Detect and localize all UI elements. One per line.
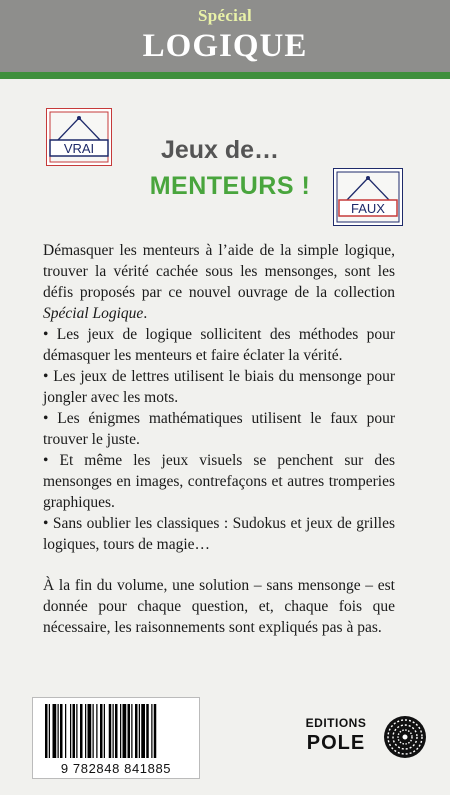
bullet-item: • Et même les jeux visuels se penchent sur des mensonges en images, contrefaçons et autres tromperies graphiques.	[43, 452, 395, 511]
barcode-bar	[70, 704, 71, 758]
barcode-bar	[104, 704, 105, 758]
barcode-bar	[135, 704, 138, 758]
isbn-barcode	[32, 697, 200, 779]
bullet-item: • Les jeux de logique sollicitent des méthodes pour démasquer les menteurs et faire éclater la vérité.	[43, 326, 395, 364]
true-sign-label: VRAI	[63, 141, 95, 156]
barcode-bar	[80, 704, 83, 758]
series-label-small: Spécial	[197, 6, 253, 25]
false-sign-label: FAUX	[351, 201, 385, 216]
collection-name: Spécial Logique	[43, 305, 144, 322]
title-line2: MENTEURS !	[149, 172, 311, 200]
publisher-emblem-icon	[382, 714, 428, 760]
closing-paragraph: À la fin du volume, une solution – sans mensonge – est donnée pour chaque question, et, chaque fois que nécessaire, les raisonnements sont expliqués pas à pas.	[43, 577, 395, 636]
barcode-bar	[109, 704, 112, 758]
barcode-bars	[33, 698, 199, 760]
publisher-name-top: EDITIONS	[305, 716, 367, 730]
barcode-bar	[154, 704, 157, 758]
series-header	[0, 0, 450, 72]
bullet-item: • Les jeux de lettres utilisent le biais du mensonge pour jongler avec les mots.	[43, 368, 395, 406]
barcode-bar	[88, 704, 92, 758]
barcode-bar	[115, 704, 118, 758]
barcode-bar	[73, 704, 76, 758]
barcode-bar	[49, 704, 50, 758]
bullet-item: • Les énigmes mathématiques utilisent le faux pour trouver le juste.	[43, 410, 395, 448]
intro-text: Démasquer les menteurs à l’aide de la simple logique, trouver la vérité cachée sous les mensonges, sont les défis proposés par ce nouvel ouvrage de la collection	[43, 242, 395, 301]
barcode-bar	[58, 704, 59, 758]
title-line1: Jeux de…	[160, 136, 280, 164]
publisher-name-main: POLE	[306, 732, 366, 754]
barcode-bar	[96, 704, 97, 758]
barcode-bar	[146, 704, 149, 758]
barcode-bar	[131, 704, 132, 758]
false-sign	[333, 168, 403, 226]
barcode-bar	[93, 704, 94, 758]
publisher-logo	[290, 714, 450, 774]
barcode-bar	[123, 704, 127, 758]
paragraph-gap	[43, 555, 395, 575]
barcode-bar	[139, 704, 140, 758]
bullet-item: • Sans oublier les classiques : Sudokus et jeux de grilles logiques, tours de magie…	[43, 515, 395, 553]
barcode-bar	[120, 704, 121, 758]
intro-paragraph	[43, 240, 395, 324]
header-divider	[0, 72, 450, 79]
barcode-bar	[113, 704, 114, 758]
barcode-bar	[65, 704, 66, 758]
back-cover-text	[43, 240, 395, 638]
true-sign-icon	[46, 108, 112, 166]
barcode-bar	[100, 704, 103, 758]
false-sign-icon	[333, 168, 403, 226]
barcode-bar	[85, 704, 86, 758]
barcode-bar	[45, 704, 48, 758]
barcode-bar	[151, 704, 152, 758]
intro-end: .	[143, 305, 148, 322]
isbn-digits: 9 782848 841885	[60, 761, 172, 776]
series-label-main: LOGIQUE	[142, 28, 308, 64]
barcode-bar	[128, 704, 131, 758]
barcode-bar	[60, 704, 63, 758]
barcode-bar	[141, 704, 145, 758]
barcode-bar	[76, 704, 77, 758]
barcode-bar	[53, 704, 57, 758]
true-sign	[46, 108, 112, 166]
